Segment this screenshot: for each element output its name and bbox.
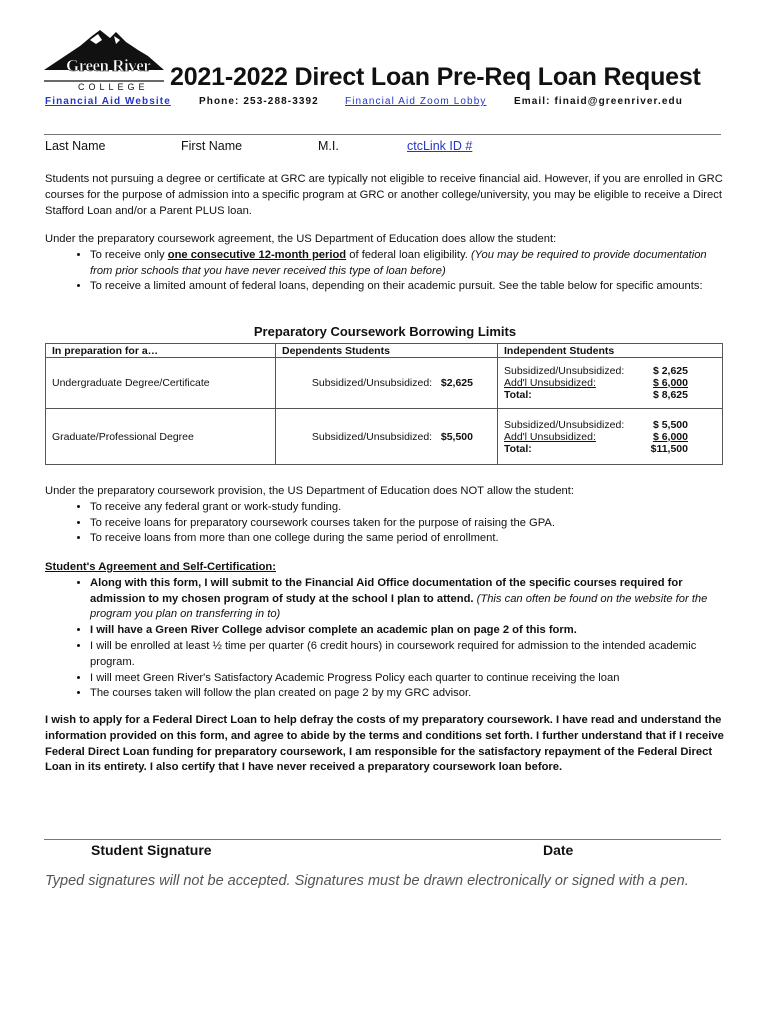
not-allow-list bbox=[45, 500, 725, 547]
agreement-item: • I will be enrolled at least ½ time per quarter (6 credit hours) in coursework required for admission to the intended academic program. bbox=[90, 639, 725, 671]
allow-lead: Under the preparatory coursework agreement, the US Department of Education does allow the student: bbox=[45, 233, 557, 245]
date-label: Date bbox=[543, 842, 574, 858]
table-header-row bbox=[46, 344, 723, 358]
email-text: Email: finaid@greenriver.edu bbox=[514, 96, 683, 107]
zoom-lobby-link[interactable]: Financial Aid Zoom Lobby bbox=[345, 96, 487, 107]
column-header: In preparation for a… bbox=[46, 344, 276, 358]
college-sub: COLLEGE bbox=[78, 82, 149, 92]
mi-label: M.I. bbox=[318, 139, 339, 153]
allow-item: • To receive only one consecutive 12-month period of federal loan eligibility. (You may be required to provide documentation from prior schools that you have never received this type of loan before) bbox=[90, 248, 725, 280]
not-allow-item: • To receive loans from more than one college during the same period of enrollment. bbox=[90, 531, 725, 547]
independent-cell: Subsidized/Unsubsidized: $ 2,625 Add'l Unsubsidized: $ 6,000 Total: $ 8,625 bbox=[498, 358, 723, 409]
financial-aid-website-link[interactable]: Financial Aid Website bbox=[45, 96, 171, 107]
student-signature-label: Student Signature bbox=[91, 842, 212, 858]
agreement-item: • Along with this form, I will submit to the Financial Aid Office documentation of the specific courses required for admission to my chosen program of study at the school I plan to attend. (This can often be found on the website for the program you plan on transferring in to) bbox=[90, 576, 725, 623]
agreement-list bbox=[45, 576, 725, 702]
independent-cell: Subsidized/Unsubsidized: $ 5,500 Add'l Unsubsidized: $ 6,000 Total: $11,500 bbox=[498, 409, 723, 465]
program-cell: Undergraduate Degree/Certificate bbox=[46, 358, 276, 409]
borrowing-limits-table bbox=[45, 343, 723, 465]
page-title: 2021-2022 Direct Loan Pre-Req Loan Request bbox=[170, 63, 701, 91]
program-cell: Graduate/Professional Degree bbox=[46, 409, 276, 465]
table-row bbox=[46, 409, 723, 465]
header-divider bbox=[44, 134, 721, 135]
phone-text: Phone: 253-288-3392 bbox=[199, 96, 319, 107]
signature-note: Typed signatures will not be accepted. Signatures must be drawn electronically or signed with a pen. bbox=[45, 873, 689, 889]
not-allow-item: • To receive loans for preparatory coursework courses taken for the purpose of raising the GPA. bbox=[90, 516, 725, 532]
agreement-section bbox=[45, 560, 725, 702]
not-allow-item: • To receive any federal grant or work-study funding. bbox=[90, 500, 725, 516]
limits-title: Preparatory Coursework Borrowing Limits bbox=[253, 324, 517, 339]
not-allow-section bbox=[45, 484, 725, 547]
agreement-item: • The courses taken will follow the plan created on page 2 by my GRC advisor. bbox=[90, 686, 725, 702]
not-allow-lead: Under the preparatory coursework provision, the US Department of Education does NOT allow the student: bbox=[45, 485, 574, 497]
allow-item: • To receive a limited amount of federal loans, depending on their academic pursuit. See the table below for specific amounts: bbox=[90, 279, 725, 295]
last-name-label: Last Name bbox=[45, 139, 106, 153]
agreement-item: • I will meet Green River's Satisfactory Academic Progress Policy each quarter to continue receiving the loan bbox=[90, 671, 725, 687]
college-logo bbox=[40, 26, 168, 96]
first-name-label: First Name bbox=[181, 139, 243, 153]
agreement-heading: Student's Agreement and Self-Certification: bbox=[45, 561, 276, 573]
signature-line[interactable] bbox=[44, 839, 721, 840]
certification-statement: I wish to apply for a Federal Direct Loan to help defray the costs of my preparatory coursework. I have read and understand the information provided on this form, and agree to abide by the terms and conditions set forth. I further understand that if I receive Federal Direct Loan funding for preparatory coursework, I am responsible for the satisfactory repayment of the Federal Direct Loan in its entirety. I also certify that I have never received a preparatory coursework loan before. bbox=[45, 714, 724, 774]
dependent-cell: Subsidized/Unsubsidized: $2,625 bbox=[276, 358, 498, 409]
college-name: Green River bbox=[66, 56, 151, 75]
intro-paragraph: Students not pursuing a degree or certificate at GRC are typically not eligible to receive financial aid. However, if you are enrolled in GRC courses for the purpose of admission into a specific program at GRC or another college/university, you may be eligible to receive a Direct Stafford Loan and/or a Parent PLUS loan. bbox=[45, 173, 723, 217]
allow-list bbox=[45, 248, 725, 295]
column-header: Independent Students bbox=[498, 344, 723, 358]
column-header: Dependents Students bbox=[276, 344, 498, 358]
allow-section bbox=[45, 232, 725, 295]
dependent-cell: Subsidized/Unsubsidized: $5,500 bbox=[276, 409, 498, 465]
agreement-item: • I will have a Green River College advisor complete an academic plan on page 2 of this form. bbox=[90, 623, 725, 639]
table-row bbox=[46, 358, 723, 409]
ctclink-id-link[interactable]: ctcLink ID # bbox=[407, 139, 473, 153]
